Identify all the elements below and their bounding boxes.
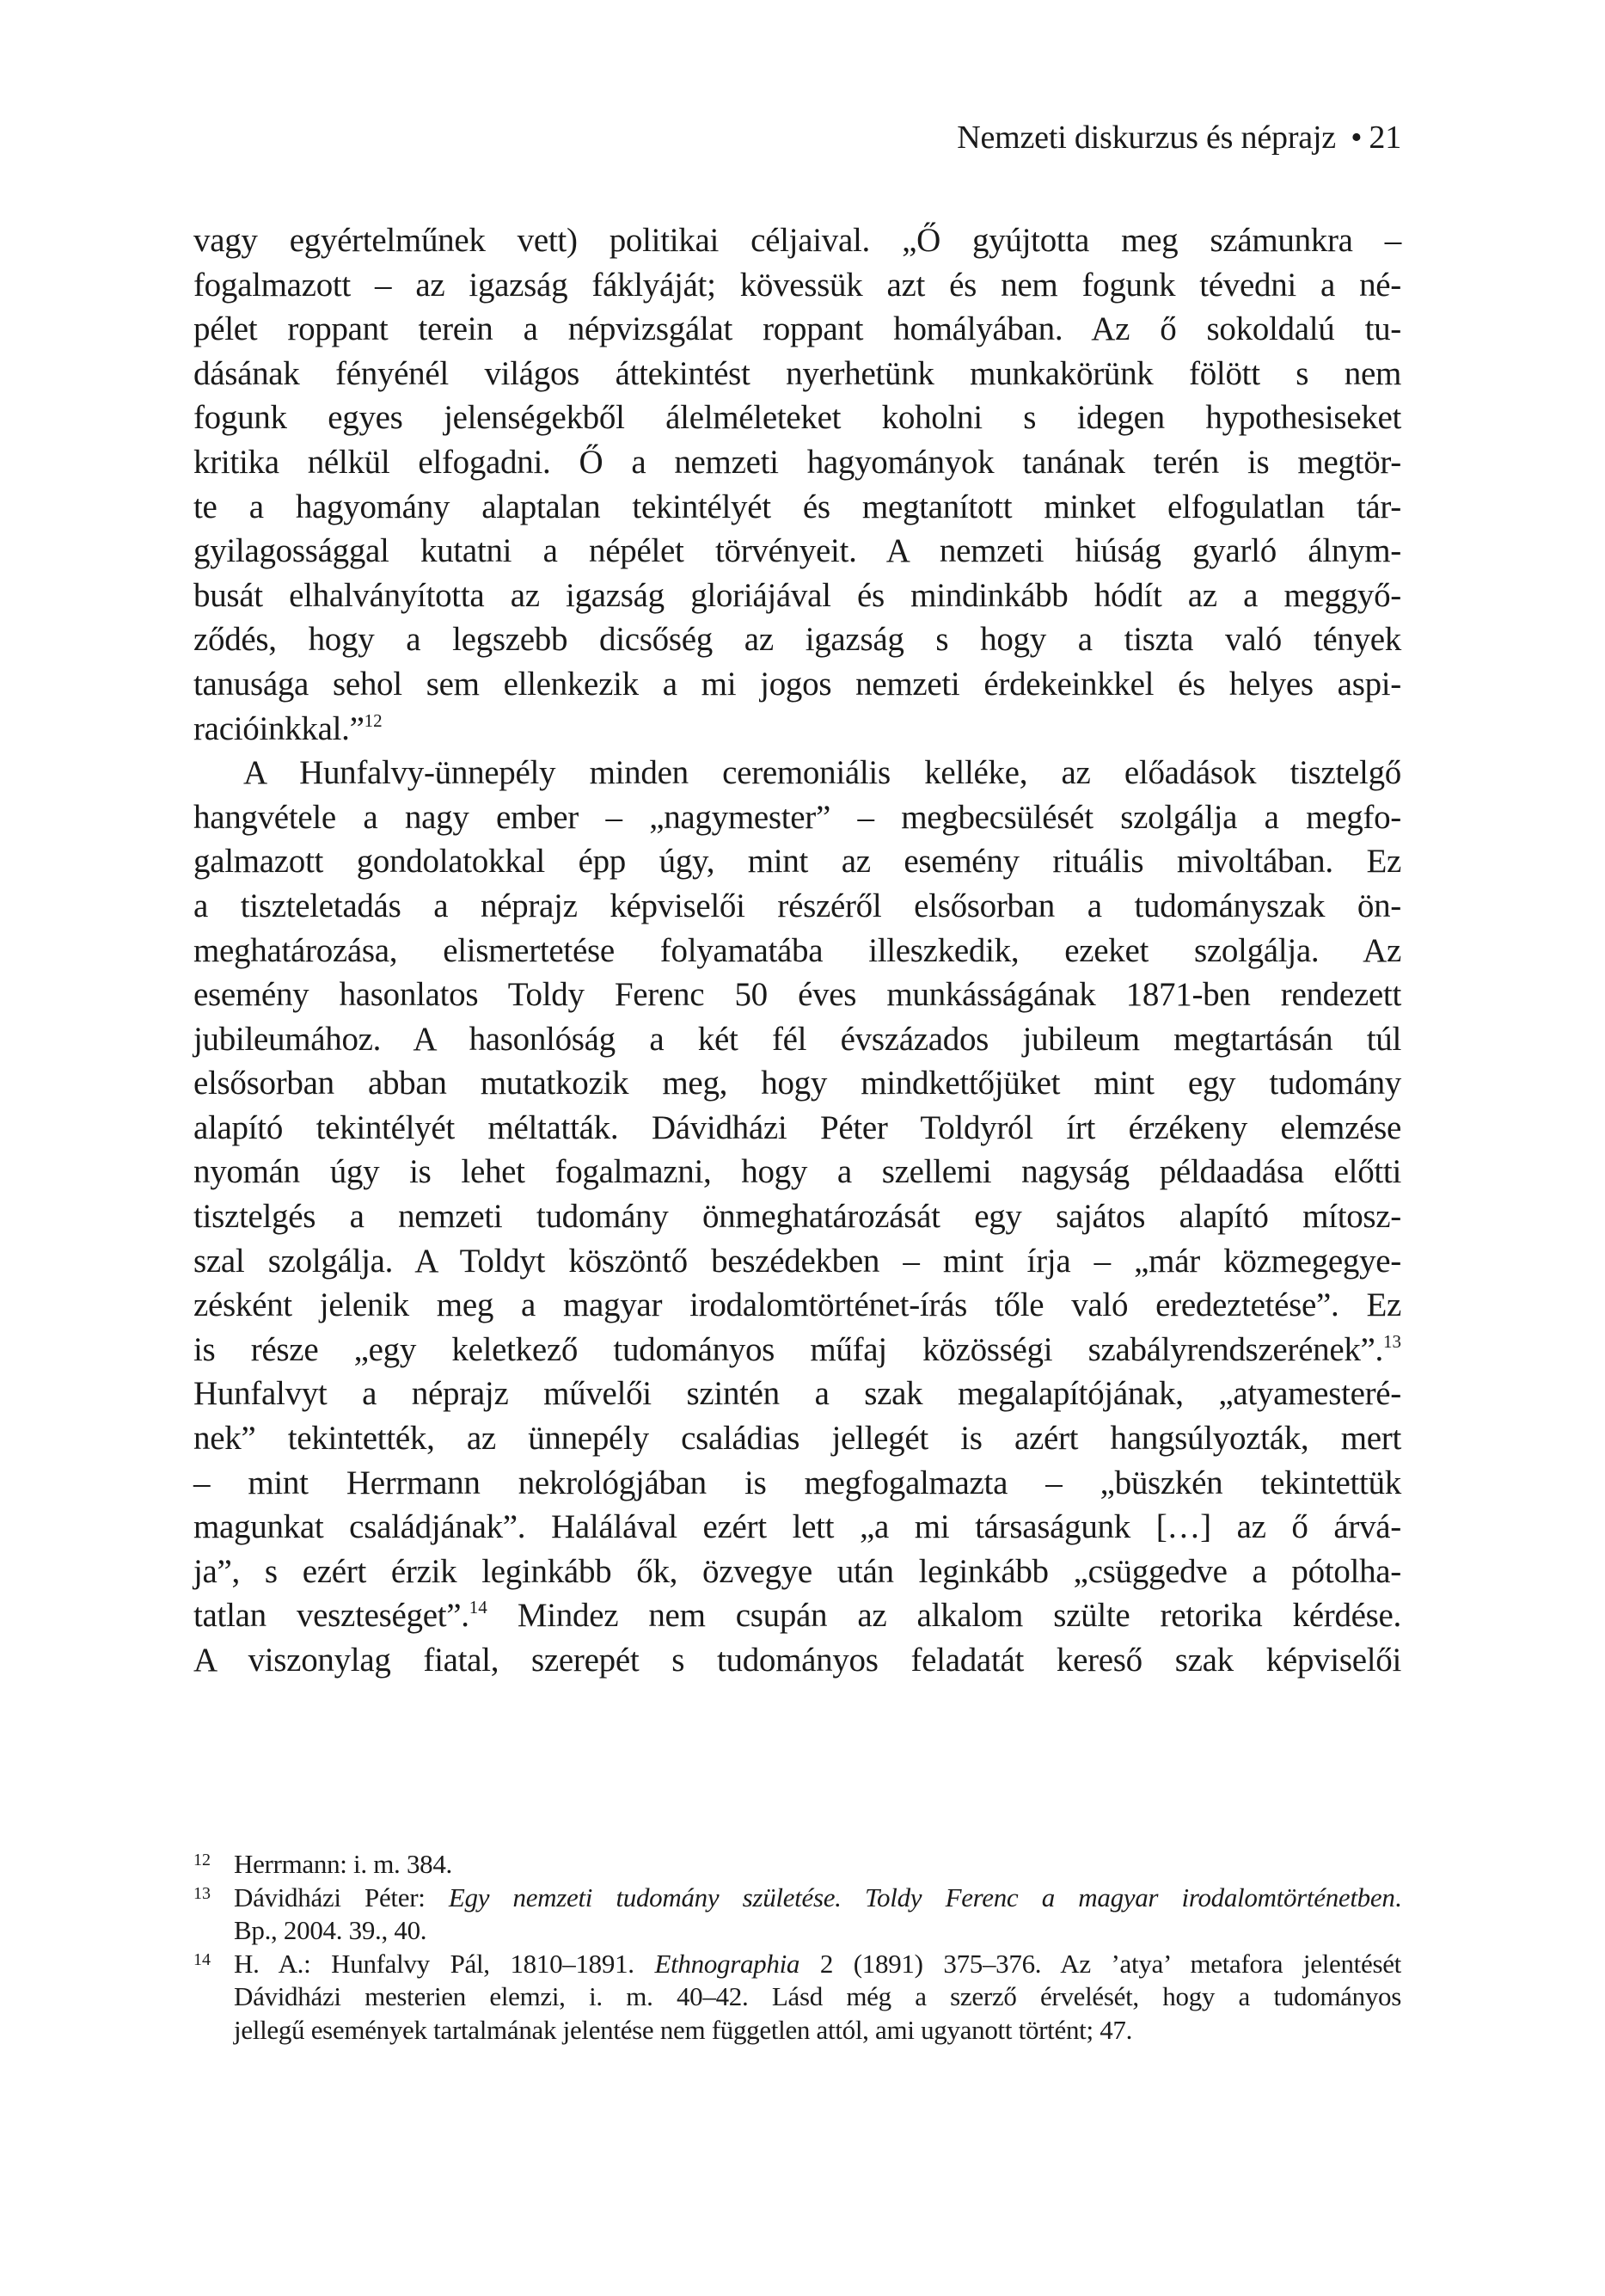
footnote-line: Herrmann: i. m. 384.	[234, 1849, 453, 1879]
text-line: hangvétele a nagy ember – „nagymester” – megbecsülését szolgálja a megfo-	[193, 798, 1401, 836]
text-line: tisztelgés a nemzeti tudomány önmeghatározását egy sajátos alapító mítosz-	[193, 1198, 1401, 1236]
text-line: a tiszteletadás a néprajz képviselői részéről elsősorban a tudományszak ön-	[193, 887, 1401, 924]
footnote-number: 12	[193, 1851, 211, 1869]
text-line: Hunfalvyt a néprajz művelői szintén a szak megalapítójának, „atyamesteré-	[193, 1375, 1401, 1413]
citation-punct: .	[1394, 1882, 1401, 1912]
header-separator: •	[1351, 120, 1363, 156]
header-title: Nemzeti diskurzus és néprajz	[957, 120, 1336, 156]
text-fragment: tatlan veszteséget”.	[193, 1597, 469, 1635]
text-line: jubileumához. A hasonlóság a két fél évszázados jubileum megtartásán túl	[193, 1020, 1401, 1058]
citation-author: Dávidházi Péter:	[234, 1882, 449, 1912]
footnote-number: 14	[193, 1949, 211, 1969]
text-line: zésként jelenik meg a magyar irodalomtörténet-írás tőle való eredeztetése”. Ez	[193, 1286, 1401, 1324]
footnote-line: Dávidházi mesterien elemzi, i. m. 40–42. Lásd még a szerző érvelését, hogy a tudományos	[234, 1981, 1401, 2011]
text-line: gyilagossággal kutatni a népélet törvényeit. A nemzeti hiúság gyarló álnym-	[193, 532, 1401, 570]
footnote-ref-12[interactable]: 12	[364, 709, 383, 731]
text-line: – mint Herrmann nekrológjában is megfogalmazta – „büszkén tekintettük	[193, 1464, 1401, 1501]
text-fragment: Mindez nem csupán az alkalom szülte retorika kérdése.	[517, 1597, 1401, 1635]
page-number: 21	[1369, 120, 1401, 156]
footnote-line: Bp., 2004. 39., 40.	[234, 1915, 427, 1945]
text-line: szal szolgálja. A Toldyt köszöntő beszédekben – mint írja – „már közmegegye-	[193, 1242, 1401, 1280]
text-line: alapító tekintélyét méltatták. Dávidházi Péter Toldyról írt érzékeny elemzése	[193, 1108, 1401, 1146]
citation-prefix: H. A.: Hunfalvy Pál, 1810–1891.	[234, 1948, 655, 1979]
text-fragment: is része „egy keletkező tudományos műfaj közösségi szabályrendszerének”.	[193, 1330, 1383, 1368]
text-line: busát elhalványította az igazság gloriájával és mindinkább hódít az a meggyő-	[193, 576, 1401, 614]
citation-suffix: 2 (1891) 375–376. Az ’atya’ metafora jelentését	[799, 1948, 1401, 1979]
text-line: galmazott gondolatokkal épp úgy, mint az esemény rituális mivoltában. Ez	[193, 843, 1401, 881]
text-line: fogunk egyes jelenségekből álelméleteket koholni s idegen hypothesiseket	[193, 399, 1401, 437]
text-line: tanusága sehol sem ellenkezik a mi jogos nemzeti érdekeinkkel és helyes aspi-	[193, 665, 1401, 703]
text-line	[193, 1593, 1401, 1638]
running-header	[957, 117, 1401, 158]
text-line: A viszonylag fiatal, szerepét s tudományos feladatát kereső szak képviselői	[193, 1642, 1401, 1679]
footnote-line	[234, 1948, 1401, 1981]
main-text	[193, 218, 1401, 1683]
text-line: esemény hasonlatos Toldy Ferenc 50 éves munkásságának 1871-ben rendezett	[193, 976, 1401, 1014]
footnotes-section	[193, 1848, 1401, 2047]
footnote-line	[234, 1882, 1401, 1915]
text-line: magunkat családjának”. Halálával ezért lett „a mi társaságunk […] az ő árvá-	[193, 1508, 1401, 1546]
footnote-number: 13	[193, 1883, 211, 1903]
text-line: nek” tekintették, az ünnepély családias jellegét is azért hangsúlyozták, mert	[193, 1420, 1401, 1458]
footnote-13	[193, 1882, 1401, 1948]
text-line: te a hagyomány alaptalan tekintélyét és megtanított minket elfogulatlan tár-	[193, 488, 1401, 525]
text-line: fogalmazott – az igazság fáklyáját; kövessük azt és nem fogunk tévedni a né-	[193, 266, 1401, 304]
text-line: vagy egyértelműnek vett) politikai céljaival. „Ő gyújtotta meg számunkra –	[193, 222, 1401, 259]
footnote-14	[193, 1948, 1401, 2047]
text-line: elsősorban abban mutatkozik meg, hogy mindkettőjüket mint egy tudomány	[193, 1065, 1401, 1102]
citation-journal: Ethnographia	[654, 1948, 800, 1979]
text-line: kritika nélkül elfogadni. Ő a nemzeti hagyományok tanának terén is megtör-	[193, 443, 1401, 481]
footnote-ref-13[interactable]: 13	[1383, 1330, 1401, 1352]
footnote-ref-14[interactable]: 14	[469, 1597, 487, 1618]
footnote-12	[193, 1848, 1401, 1882]
text-line: nyomán úgy is lehet fogalmazni, hogy a szellemi nagyság példaadása előtti	[193, 1153, 1401, 1191]
text-line: ződés, hogy a legszebb dicsőség az igazság s hogy a tiszta való tények	[193, 621, 1401, 659]
text-line: meghatározása, elismertetése folyamatába illeszkedik, ezeket szolgálja. Az	[193, 931, 1401, 969]
text-fragment: racióinkkal.”	[193, 709, 364, 747]
citation-title: Egy nemzeti tudomány születése. Toldy Ferenc a magyar irodalomtörténetben	[448, 1882, 1395, 1912]
text-line	[193, 707, 1401, 752]
text-line: dásának fényénél világos áttekintést nyerhetünk munkakörünk fölött s nem	[193, 354, 1401, 392]
footnote-line: jellegű események tartalmának jelentése nem független attól, ami ugyanott történt; 47.	[234, 2014, 1133, 2045]
text-line	[193, 1328, 1401, 1372]
text-line: ja”, s ezért érzik leginkább ők, özvegye után leginkább „csüggedve a pótolha-	[193, 1552, 1401, 1590]
paragraph-start-line: A Hunfalvy-ünnepély minden ceremoniális kelléke, az előadások tisztelgő	[243, 754, 1401, 792]
text-line: pélet roppant terein a népvizsgálat roppant homályában. Az ő sokoldalú tu-	[193, 310, 1401, 348]
